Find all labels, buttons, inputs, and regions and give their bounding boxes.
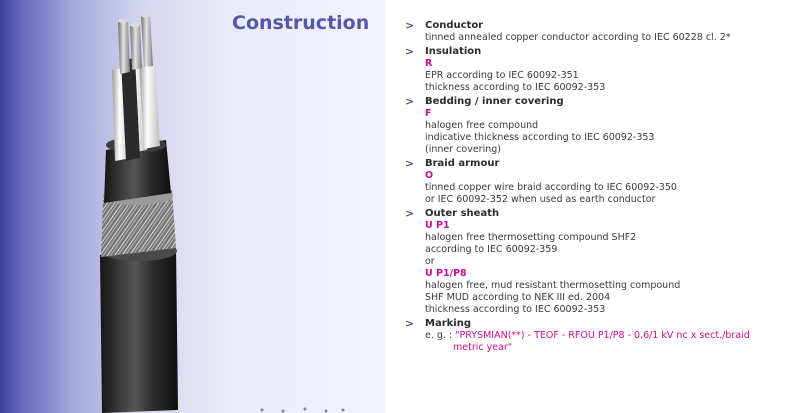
section-text: or IEC 60092-352 when used as earth conductor [425,194,656,205]
page-title: Construction [232,12,370,34]
section-code: F [425,108,432,119]
section-text: indicative thickness according to IEC 60092-353 [425,132,655,143]
chevron-right-icon: > [405,19,415,32]
section-insulation [405,46,780,94]
section-text: thickness according to IEC 60092-353 [425,304,606,315]
marking-value-continued: metric year" [453,342,513,353]
marking-value: "PRYSMIAN(**) - TEOF - RFOU P1/P8 - 0,6/1 kV nc x sect./braid [455,330,750,341]
decorative-dots [0,0,385,413]
section-code: O [425,170,434,181]
section-text: EPR according to IEC 60092-351 [425,70,579,81]
section-heading: Conductor [425,20,484,31]
chevron-right-icon: > [405,95,415,108]
section-braid-armour [405,158,780,206]
section-heading: Outer sheath [425,208,500,219]
section-text: SHF MUD according to NEK III ed. 2004 [425,292,611,303]
section-code: U P1 [425,220,450,231]
section-text: tinned copper wire braid according to IEC 60092-350 [425,182,677,193]
section-text: halogen free thermosetting compound SHF2 [425,232,637,243]
section-text: or [425,256,435,267]
section-text: halogen free, mud resistant thermosetting compound [425,280,681,291]
section-text: according to IEC 60092-359 [425,244,558,255]
section-text: thickness according to IEC 60092-353 [425,82,606,93]
section-conductor [405,20,780,44]
section-marking [405,318,780,354]
section-bedding [405,96,780,156]
section-heading: Insulation [425,46,482,57]
chevron-right-icon: > [405,317,415,330]
chevron-right-icon: > [405,207,415,220]
section-outer-sheath [405,208,780,316]
section-text: halogen free compound [425,120,539,131]
left-panel [0,0,385,413]
section-text: (inner covering) [425,144,501,155]
section-heading: Bedding / inner covering [425,96,564,107]
section-code: R [425,58,433,69]
section-code: U P1/P8 [425,268,467,279]
section-heading: Braid armour [425,158,500,169]
section-heading: Marking [425,318,471,329]
marking-line [425,330,780,342]
marking-prefix: e. g. : [425,330,456,341]
chevron-right-icon: > [405,157,415,170]
section-text: tinned annealed copper conductor according to IEC 60228 cl. 2* [425,32,731,43]
chevron-right-icon: > [405,45,415,58]
construction-list [405,20,780,354]
